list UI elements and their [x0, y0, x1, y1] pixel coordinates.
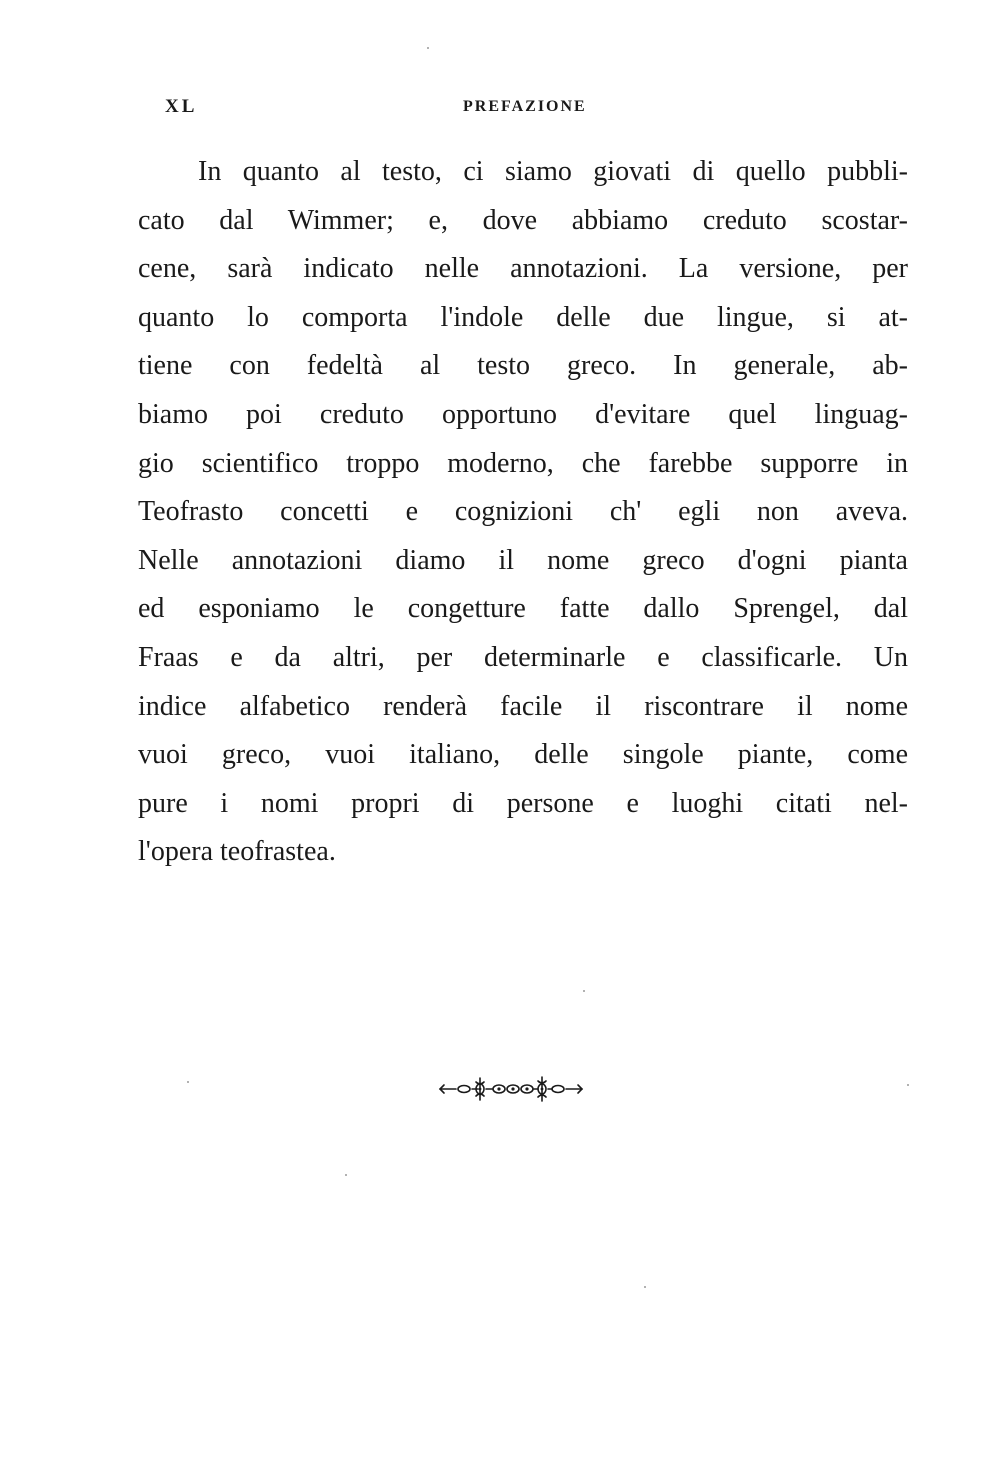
text-line: In quanto al testo, ci siamo giovati di quello pubbli-	[198, 156, 908, 187]
text-line: cene, sarà indicato nelle annotazioni. La versione, per	[138, 253, 908, 285]
text-line: cato dal Wimmer; e, dove abbiamo creduto scostar-	[138, 204, 908, 236]
text-line: biamo poi creduto opportuno d'evitare quel linguag-	[138, 398, 908, 430]
page-number: XL	[165, 96, 198, 117]
paper-speck	[427, 47, 429, 49]
text-line: quanto lo comporta l'indole delle due lingue, si at-	[138, 301, 908, 333]
text-line: Teofrasto concetti e cognizioni ch' egli non aveva.	[138, 496, 908, 528]
paper-speck	[907, 1084, 909, 1086]
running-title: PREFAZIONE	[463, 98, 587, 115]
text-line: gio scientifico troppo moderno, che farebbe supporre in	[138, 447, 908, 479]
text-line: ed esponiamo le congetture fatte dallo Sprengel, dal	[138, 593, 908, 625]
text-line: tiene con fedeltà al testo greco. In generale, ab-	[138, 350, 908, 382]
paper-speck	[583, 990, 585, 992]
text-line: indice alfabetico renderà facile il riscontrare il nome	[138, 690, 908, 722]
paper-speck	[187, 1081, 189, 1083]
text-line: vuoi greco, vuoi italiano, delle singole piante, come	[138, 739, 908, 771]
paper-speck	[345, 1174, 347, 1176]
paper-speck	[644, 1286, 646, 1288]
text-line: l'opera teofrastea.	[138, 836, 336, 868]
body-paragraph	[138, 148, 908, 877]
text-line: Fraas e da altri, per determinarle e classificarle. Un	[138, 641, 908, 673]
page-header	[0, 96, 1000, 126]
floral-tailpiece-ornament-icon	[438, 1074, 584, 1104]
text-line: Nelle annotazioni diamo il nome greco d'ogni pianta	[138, 544, 908, 576]
text-line: pure i nomi propri di persone e luoghi citati nel-	[138, 787, 908, 819]
